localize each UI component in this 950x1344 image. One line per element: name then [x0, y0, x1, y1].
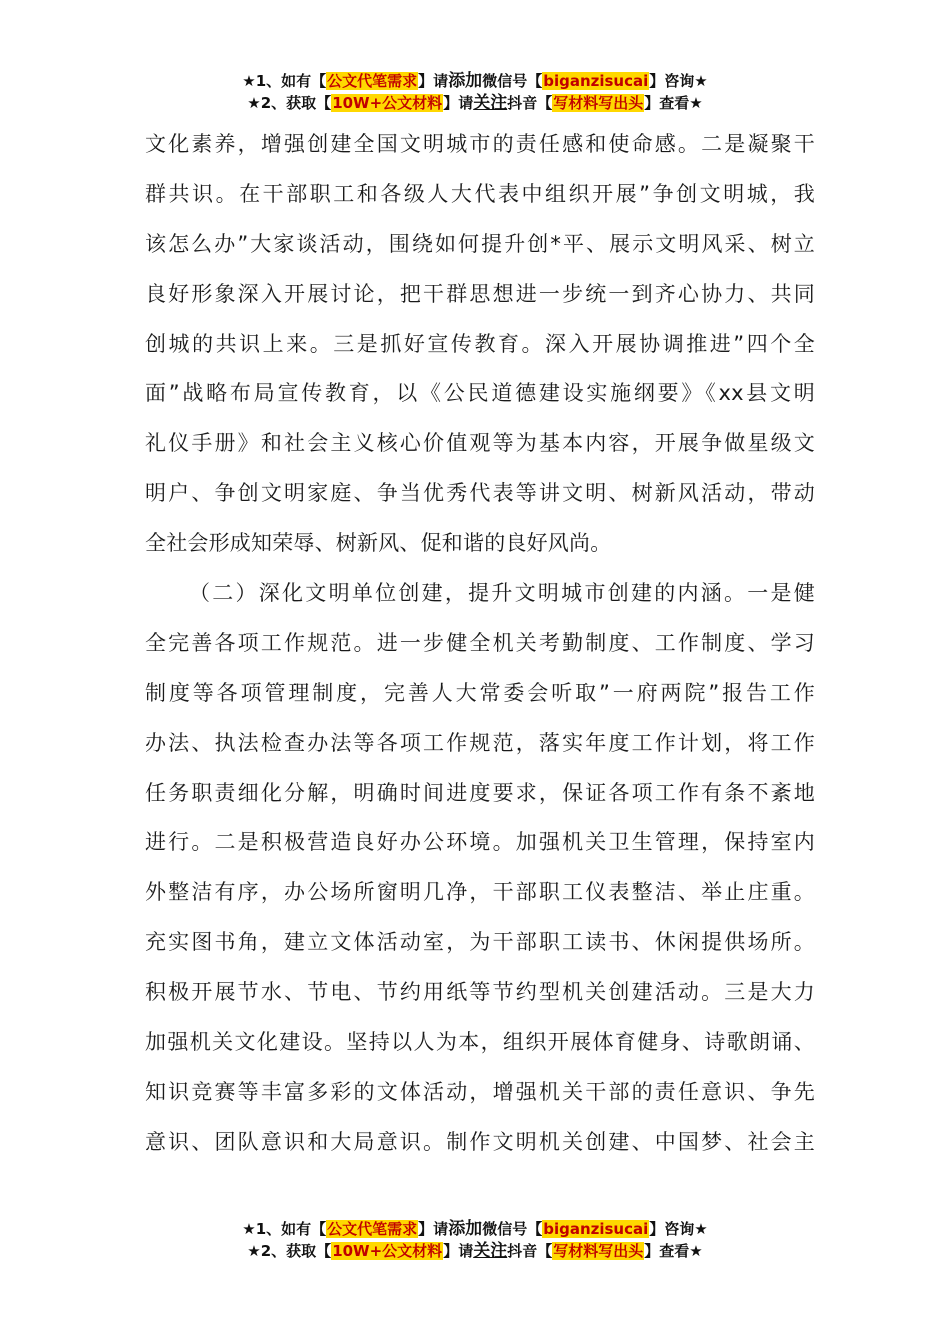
highlight-douyin-account: 写材料写出头 — [553, 94, 644, 112]
body-line: 进行。二是积极营造良好办公环境。加强机关卫生管理，保持室内 — [145, 830, 815, 855]
body-line: 意识、团队意识和大局意识。制作文明机关创建、中国梦、社会主 — [145, 1129, 815, 1154]
banner-line-2 — [0, 92, 950, 114]
body-line: 礼仪手册》和社会主义核心价值观等为基本内容，开展争做星级文 — [145, 431, 815, 456]
banner-text: 】请 — [443, 94, 474, 112]
header-banner — [0, 70, 950, 114]
body-line: 全完善各项工作规范。进一步健全机关考勤制度、工作制度、学习 — [145, 630, 815, 655]
banner-line-1 — [0, 70, 950, 92]
body-line: 明户、争创文明家庭、争当优秀代表等讲文明、树新风活动，带动 — [145, 481, 815, 506]
highlight-ghostwriting: 公文代笔需求 — [327, 1220, 418, 1238]
highlight-douyin-account: 写材料写出头 — [553, 1242, 644, 1260]
banner-emphasis: 添加 — [448, 1219, 483, 1239]
body-line: 充实图书角，建立文体活动室，为干部职工读书、休闲提供场所。 — [145, 930, 815, 955]
body-line: 群共识。在干部职工和各级人大代表中组织开展”争创文明城，我 — [145, 181, 815, 206]
banner-text: 】查看★ — [644, 94, 703, 112]
banner-text: ★2、获取【 — [247, 1242, 332, 1260]
banner-line-1 — [0, 1218, 950, 1240]
document-body — [145, 124, 815, 1172]
body-line: 全社会形成知荣辱、树新风、促和谐的良好风尚。 — [145, 531, 612, 556]
body-line: 该怎么办”大家谈活动，围绕如何提升创*平、展示文明风采、树立 — [145, 231, 815, 256]
banner-text: 】咨询★ — [649, 1220, 708, 1238]
highlight-ghostwriting: 公文代笔需求 — [327, 72, 418, 90]
highlight-wechat-id: biganzisucai — [543, 1220, 649, 1238]
body-line: 创城的共识上来。三是抓好宣传教育。深入开展协调推进”四个全 — [145, 331, 815, 356]
banner-text: 微信号【 — [482, 72, 543, 90]
banner-text: 抖音【 — [507, 1242, 553, 1260]
body-line: 加强机关文化建设。坚持以人为本，组织开展体育健身、诗歌朗诵、 — [145, 1030, 815, 1055]
section-heading-line: （二）深化文明单位创建，提升文明城市创建的内涵。一是健 — [189, 581, 815, 606]
highlight-materials: 10W+公文材料 — [332, 1242, 443, 1260]
banner-emphasis: 添加 — [448, 71, 483, 91]
banner-emphasis: 关注 — [473, 1241, 508, 1261]
body-line: 办法、执法检查办法等各项工作规范，落实年度工作计划，将工作 — [145, 730, 815, 755]
banner-text: ★1、如有【 — [242, 72, 327, 90]
banner-line-2 — [0, 1240, 950, 1262]
body-line: 外整洁有序，办公场所窗明几净，干部职工仪表整洁、举止庄重。 — [145, 880, 815, 905]
body-line: 文化素养，增强创建全国文明城市的责任感和使命感。二是凝聚干 — [145, 132, 815, 156]
banner-text: 】请 — [443, 1242, 474, 1260]
banner-emphasis: 关注 — [473, 93, 508, 113]
body-line: 积极开展节水、节电、节约用纸等节约型机关创建活动。三是大力 — [145, 980, 815, 1005]
body-line: 良好形象深入开展讨论，把干群思想进一步统一到齐心协力、共同 — [145, 281, 815, 306]
footer-banner — [0, 1218, 950, 1262]
body-line: 任务职责细化分解，明确时间进度要求，保证各项工作有条不紊地 — [145, 780, 815, 805]
highlight-materials: 10W+公文材料 — [332, 94, 443, 112]
banner-text: ★1、如有【 — [242, 1220, 327, 1238]
banner-text: 】请 — [418, 72, 449, 90]
banner-text: 】咨询★ — [649, 72, 708, 90]
banner-text: 】请 — [418, 1220, 449, 1238]
body-line: 面”战略布局宣传教育，以《公民道德建设实施纲要》《xx县文明 — [145, 381, 815, 406]
banner-text: ★2、获取【 — [247, 94, 332, 112]
body-line: 制度等各项管理制度，完善人大常委会听取”一府两院”报告工作 — [145, 680, 815, 705]
banner-text: 微信号【 — [482, 1220, 543, 1238]
highlight-wechat-id: biganzisucai — [543, 72, 649, 90]
body-line: 知识竞赛等丰富多彩的文体活动，增强机关干部的责任意识、争先 — [145, 1079, 815, 1104]
banner-text: 】查看★ — [644, 1242, 703, 1260]
banner-text: 抖音【 — [507, 94, 553, 112]
